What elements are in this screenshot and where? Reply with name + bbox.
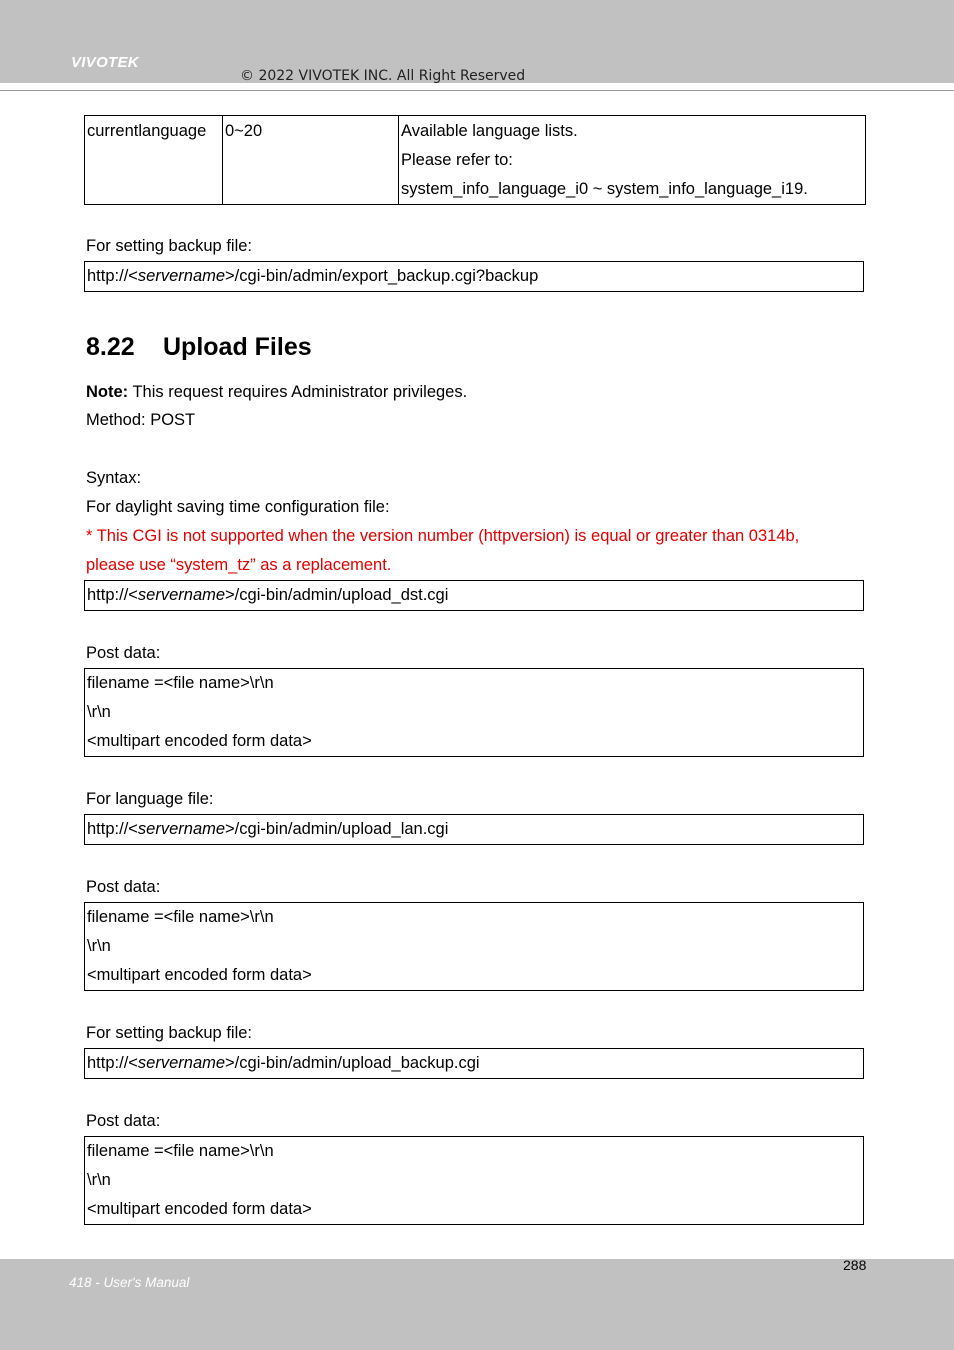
page-number: 288 [843, 1257, 867, 1273]
post-line: \r\n [87, 1171, 111, 1189]
dst-label: For daylight saving time configuration file: [86, 498, 390, 516]
table-row [85, 116, 866, 205]
parameter-table [84, 115, 866, 205]
post-line: <multipart encoded form data> [87, 1200, 312, 1218]
section-heading [86, 333, 312, 362]
backup-post-data-box [84, 1136, 864, 1225]
param-name-cell: currentlanguage [85, 116, 223, 205]
manual-page-label: 418 - User's Manual [69, 1275, 190, 1290]
post-line: filename =<file name>\r\n [87, 674, 274, 692]
url-text: http://<servername>/cgi-bin/admin/upload_lan.cgi [87, 820, 449, 838]
dst-url-box [84, 580, 864, 611]
lan-label: For language file: [86, 790, 214, 808]
post-line: filename =<file name>\r\n [87, 908, 274, 926]
post-data-label: Post data: [86, 1112, 161, 1130]
footer-band [0, 1259, 954, 1350]
url-text: http://<servername>/cgi-bin/admin/export_backup.cgi?backup [87, 267, 539, 285]
backup-export-url-box [84, 261, 864, 292]
post-line: \r\n [87, 703, 111, 721]
method-text: Method: POST [86, 411, 196, 429]
backup-upload-label: For setting backup file: [86, 1024, 252, 1042]
param-description-cell [399, 116, 866, 205]
description-line: Available language lists. [401, 122, 578, 140]
copyright-text: © 2022 VIVOTEK INC. All Right Reserved [240, 68, 526, 84]
section-number: 8.22 [86, 333, 135, 361]
dst-warning-line: * This CGI is not supported when the version number (httpversion) is equal or greater than 0314b, [86, 527, 800, 545]
description-line: system_info_language_i0 ~ system_info_language_i19. [401, 180, 808, 198]
backup-upload-url-box [84, 1048, 864, 1079]
url-text: http://<servername>/cgi-bin/admin/upload_backup.cgi [87, 1054, 480, 1072]
post-data-label: Post data: [86, 878, 161, 896]
backup-export-label: For setting backup file: [86, 237, 252, 255]
header-divider [0, 90, 954, 91]
brand-logo: VIVOTEK [71, 54, 139, 71]
post-line: <multipart encoded form data> [87, 732, 312, 750]
section-title: Upload Files [163, 333, 312, 361]
post-line: \r\n [87, 937, 111, 955]
note-text: Note: This request requires Administrator privileges. [86, 383, 468, 401]
lan-url-box [84, 814, 864, 845]
dst-post-data-box [84, 668, 864, 757]
post-line: <multipart encoded form data> [87, 966, 312, 984]
dst-warning-line: please use “system_tz” as a replacement. [86, 556, 392, 574]
param-value-cell: 0~20 [223, 116, 399, 205]
url-text: http://<servername>/cgi-bin/admin/upload_dst.cgi [87, 586, 449, 604]
post-data-label: Post data: [86, 644, 161, 662]
post-line: filename =<file name>\r\n [87, 1142, 274, 1160]
lan-post-data-box [84, 902, 864, 991]
syntax-label: Syntax: [86, 469, 142, 487]
description-line: Please refer to: [401, 151, 513, 169]
